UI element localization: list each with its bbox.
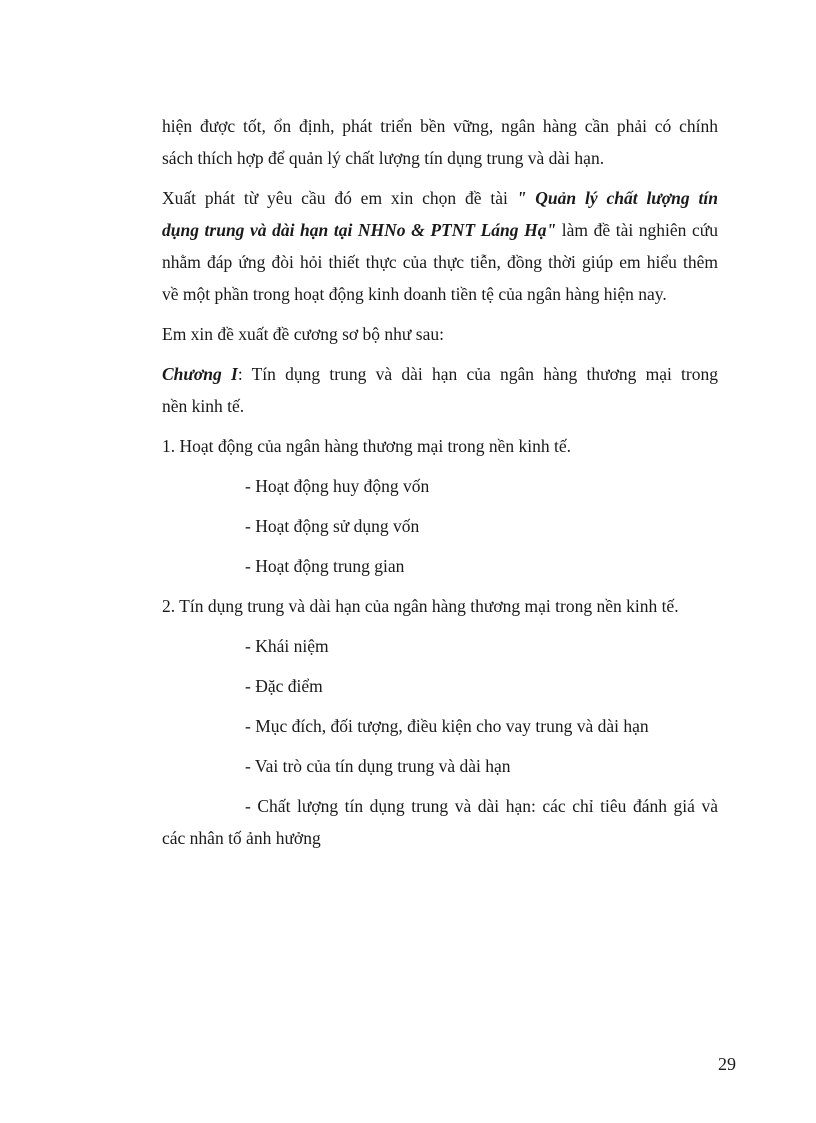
list-item-line-1: - Chất lượng tín dụng trung và dài hạn: các chỉ tiêu đánh giá và [245, 796, 718, 816]
thesis-title-part-1: " Quản lý chất lượng tín [516, 188, 718, 208]
list-item: - Khái niệm [245, 636, 329, 656]
list-item: - Mục đích, đối tượng, điều kiện cho vay trung và dài hạn [245, 716, 649, 736]
paragraph-1-line-2: sách thích hợp để quản lý chất lượng tín dụng trung và dài hạn. [162, 148, 605, 168]
paragraph-2-line-4: về một phần trong hoạt động kinh doanh tiền tệ của ngân hàng hiện nay. [162, 284, 667, 304]
chapter-heading-line-2: nền kinh tế. [162, 396, 245, 416]
list-item: - Hoạt động sử dụng vốn [245, 516, 420, 536]
paragraph-3 [162, 318, 718, 350]
paragraph-2-line-1 [162, 182, 718, 214]
list-item-multiline [162, 790, 718, 854]
chapter-heading-line-1 [162, 358, 718, 390]
section-2-heading: 2. Tín dụng trung và dài hạn của ngân hàng thương mại trong nền kinh tế. [162, 596, 679, 616]
paragraph-2-line-3: nhằm đáp ứng đòi hỏi thiết thực của thực tiễn, đồng thời giúp em hiểu thêm [162, 252, 718, 272]
thesis-title-part-2: dụng trung và dài hạn tại NHNo & PTNT Láng Hạ" [162, 220, 557, 240]
paragraph-2-prefix: Xuất phát từ yêu cầu đó em xin chọn đề tài [162, 188, 517, 208]
list-item: - Đặc điểm [245, 676, 323, 696]
chapter-heading [162, 358, 718, 422]
paragraph-1-line-1: hiện được tốt, ổn định, phát triển bền vững, ngân hàng cần phải có chính [162, 116, 718, 136]
list-item: - Hoạt động huy động vốn [245, 476, 430, 496]
paragraph-2 [162, 182, 718, 310]
list-item-line-2: các nhân tố ảnh hưởng [162, 828, 321, 848]
list-item: - Vai trò của tín dụng trung và dài hạn [245, 756, 511, 776]
paragraph-1 [162, 110, 718, 174]
section-1-heading: 1. Hoạt động của ngân hàng thương mại trong nền kinh tế. [162, 436, 572, 456]
paragraph-2-line-2 [162, 214, 718, 246]
paragraph-2-suffix: làm đề tài nghiên cứu [556, 220, 718, 240]
paragraph-3-line: Em xin đề xuất đề cương sơ bộ như sau: [162, 324, 444, 344]
document-body [162, 110, 718, 862]
list-item: - Hoạt động trung gian [245, 556, 405, 576]
chapter-title-part-1: : Tín dụng trung và dài hạn của ngân hàng thương mại trong [237, 364, 719, 384]
chapter-label: Chương I [162, 364, 238, 384]
page-number: 29 [718, 1054, 736, 1074]
